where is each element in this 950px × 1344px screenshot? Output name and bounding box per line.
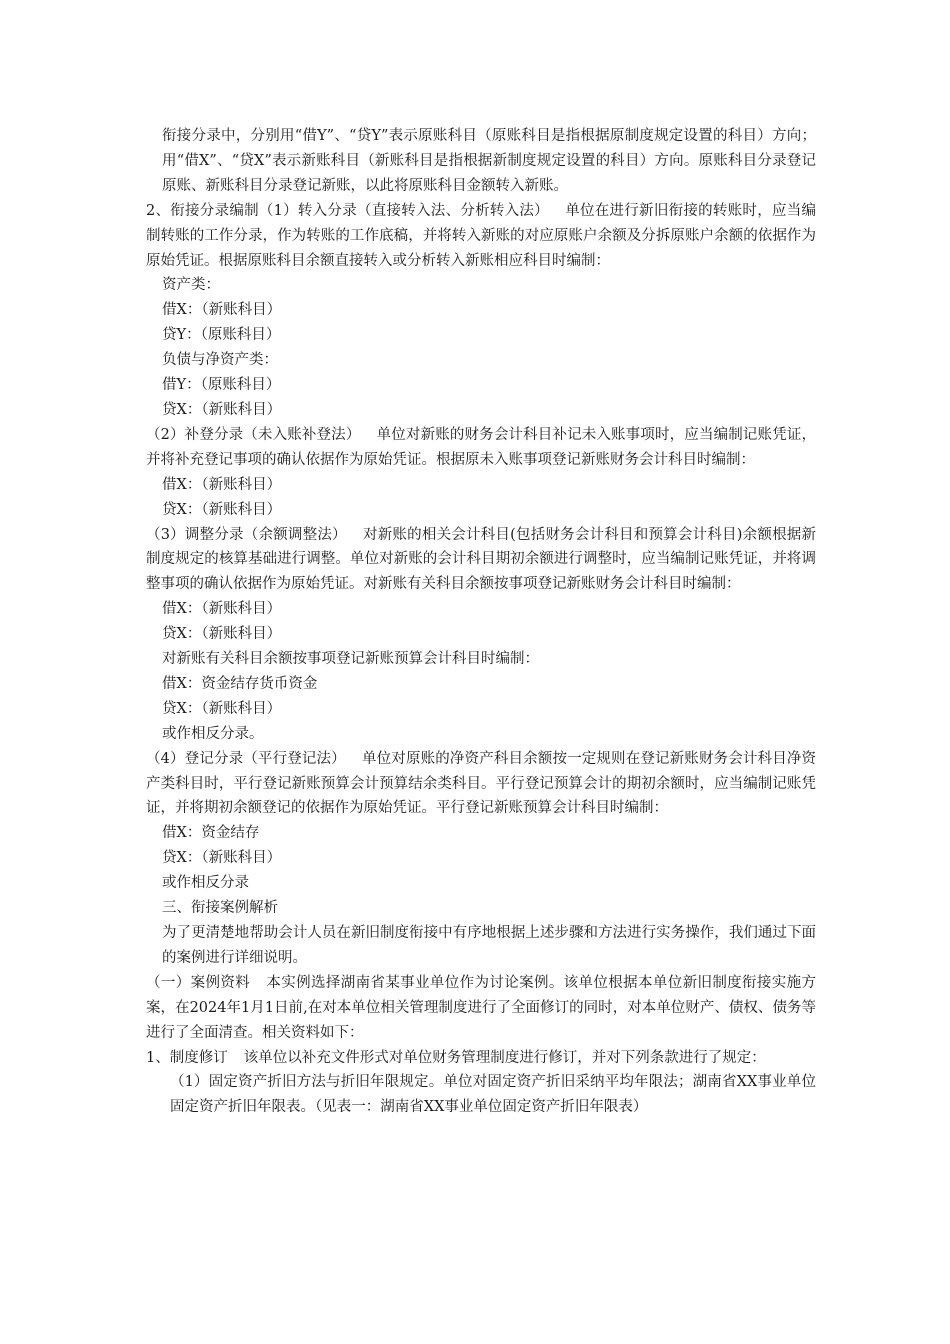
body-paragraph: 或作相反分录。 [162,725,264,742]
section-paragraph [146,1046,816,1071]
section-title: （3）调整分录（余额调整法） [146,526,347,543]
body-paragraph: 借X：资金结存 [162,825,260,842]
section-text: 单位对新账的财务会计科目补记未入账事项时，应当编制记账凭证，并将补充登记事项的确认依据作为原始凭证。根据原未入账事项登记新账财务会计科目时编制： [146,426,816,468]
section-text: 单位在进行新旧衔接的转账时，应当编制转账的工作分录，作为转账的工作底稿，并将转入新账的对应原账户余额及分拆原账户余额的依据作为原始凭证。根据原账科目余额直接转入或分析转入新账相应科目时编制： [146,202,817,269]
body-paragraph: 贷X：（新账科目） [162,626,282,643]
document-body [146,124,816,1120]
body-paragraph: 贷X：（新账科目） [162,850,282,867]
section-text: 该单位以补充文件形式对单位财务管理制度进行修订，并对下列条款进行了规定： [243,1049,766,1066]
section-paragraph [146,523,816,598]
body-paragraph: 借X：（新账科目） [162,476,282,493]
section-paragraph [146,423,816,473]
body-paragraph: 负债与净资产类： [162,352,278,369]
body-paragraph: 借Y：（原账科目） [162,377,281,394]
section-paragraph [146,747,816,822]
section-paragraph [146,199,816,274]
section-title: （2）补登分录（未入账补登法） [146,426,361,443]
body-paragraph: 借X：资金结存货币资金 [162,675,318,692]
section-title: 2、衔接分录编制（1）转入分录（直接转入法、分析转入法） [146,202,549,219]
body-paragraph: 借X：（新账科目） [162,601,282,618]
body-paragraph: 对新账有关科目余额按事项登记新账预算会计科目时编制： [162,651,539,668]
body-paragraph: 借X：（新账科目） [162,302,282,319]
section-title: （一）案例资料 [146,974,251,991]
body-paragraph: 贷Y：（原账科目） [162,327,281,344]
body-paragraph: 衔接分录中，分别用“借Y”、“贷Y”表示原账科目（原账科目是指根据原制度规定设置的科目）方向；用“借X”、“贷X”表示新账科目（新账科目是指根据新制度规定设置的科目）方向。原账科目分录登记原账、新账科目分录登记新账，以此将原账科目金额转入新账。 [162,128,816,194]
body-paragraph: 三、衔接案例解析 [162,900,278,917]
section-title: （4）登记分录（平行登记法） [146,750,346,767]
section-text: 单位对原账的净资产科目余额按一定规则在登记新账财务会计科目净资产类科目时，平行登记新账预算会计预算结余类科目。平行登记预算会计的期初余额时，应当编制记账凭证，并将期初余额登记的依据作为原始凭证。平行登记新账预算会计科目时编制： [146,750,817,817]
section-text: 本实例选择湖南省某事业单位作为讨论案例。该单位根据本单位新旧制度衔接实施方案，在2024年1月1日前,在对本单位相关管理制度进行了全面修订的同时，对本单位财产、债权、债务等进行了全面清查。相关资料如下： [146,974,816,1041]
body-paragraph: 或作相反分录 [162,875,249,892]
body-paragraph: （1）固定资产折旧方法与折旧年限规定。单位对固定资产折旧采纳平均年限法；湖南省XX事业单位固定资产折旧年限表。（见表一：湖南省XX事业单位固定资产折旧年限表） [170,1074,816,1116]
section-title: 1、制度修订 [146,1049,228,1066]
body-paragraph: 贷X：（新账科目） [162,401,282,418]
body-paragraph: 贷X：（新账科目） [162,700,282,717]
body-paragraph: 为了更清楚地帮助会计人员在新旧制度衔接中有序地根据上述步骤和方法进行实务操作，我们通过下面的案例进行详细说明。 [162,925,816,966]
section-paragraph [146,971,816,1046]
section-text: 对新账的相关会计科目(包括财务会计科目和预算会计科目)余额根据新制度规定的核算基础进行调整。单位对新账的会计科目期初余额进行调整时，应当编制记账凭证，并将调整事项的确认依据作为原始凭证。对新账有关科目余额按事项登记新账财务会计科目时编制： [146,526,817,593]
body-paragraph: 贷X：（新账科目） [162,501,282,518]
body-paragraph: 资产类： [162,277,220,294]
